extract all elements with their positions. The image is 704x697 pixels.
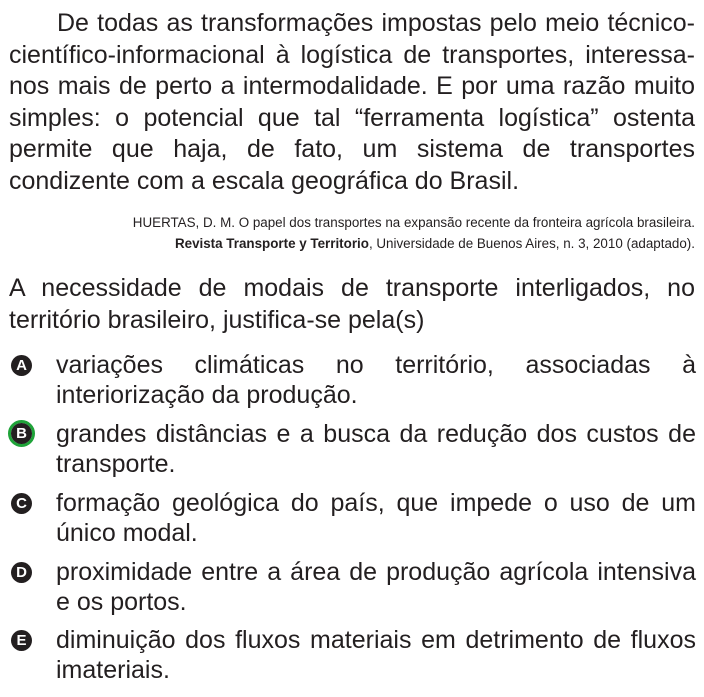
- citation-details: , Universidade de Buenos Aires, n. 3, 2010 (adaptado).: [368, 236, 695, 251]
- alternative-d-text: proximidade entre a área de produção agrícola intensiva e os portos.: [56, 558, 696, 616]
- question-stem: A necessidade de modais de transporte interligados, no território brasileiro, justifica-se pela(s): [9, 274, 695, 334]
- letter-badge-c: C: [11, 493, 32, 514]
- citation-authors: HUERTAS, D. M. O papel dos transportes na expansão recente da fronteira agrícola brasileira.: [132, 215, 695, 230]
- passage-paragraph: De todas as transformações impostas pelo meio técnico-científico-informacional à logística de transportes, interessa-nos mais de perto a intermodalidade. E por uma razão muito simples: o potencial que tal “ferramenta logística” ostenta permite que haja, de fato, um sistema de transportes condizente com a escala geográfica do Brasil.: [9, 9, 695, 195]
- alternative-a-text: variações climáticas no território, associadas à interiorização da produção.: [56, 351, 696, 409]
- letter-badge-d: D: [11, 562, 32, 583]
- alternative-e-text: diminuição dos fluxos materiais em detrimento de fluxos imateriais.: [56, 626, 696, 684]
- letter-badge-b: B: [11, 423, 32, 444]
- citation: [9, 212, 695, 254]
- alternative-c-text: formação geológica do país, que impede o uso de um único modal.: [56, 489, 696, 547]
- letter-badge-a: A: [11, 355, 32, 376]
- citation-journal: Revista Transporte y Territorio: [174, 236, 369, 251]
- letter-badge-b-correct: [8, 420, 35, 447]
- letter-badge-e: E: [11, 630, 32, 651]
- passage-text: [9, 8, 695, 197]
- alternative-b-text: grandes distâncias e a busca da redução dos custos de transporte.: [56, 420, 696, 478]
